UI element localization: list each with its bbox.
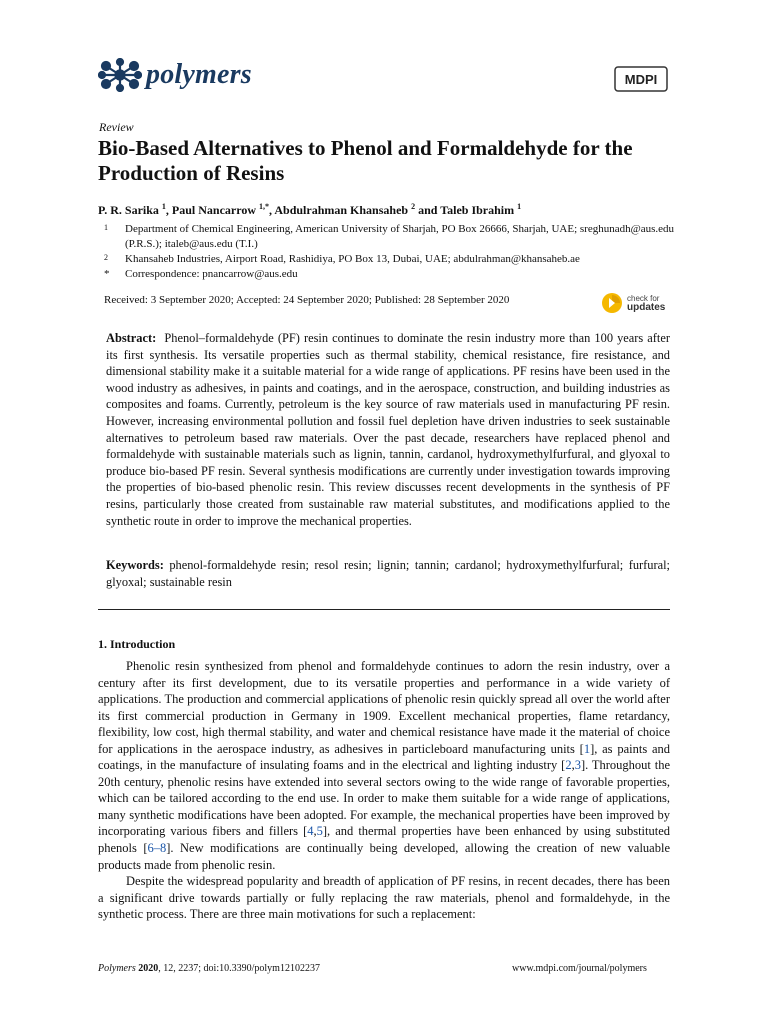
citation-link[interactable]: 1: [583, 741, 591, 756]
section-body: [98, 658, 670, 923]
publication-dates: Received: 3 September 2020; Accepted: 24 September 2020; Published: 28 September 2020: [104, 294, 510, 306]
paragraph-text: ,: [571, 758, 575, 773]
author-name: Abdulrahman Khansaheb: [274, 203, 409, 217]
paragraph: [98, 658, 670, 873]
affiliation-item: [104, 252, 684, 267]
author-separator: ,: [269, 203, 275, 217]
author-affiliation-marker: 2: [411, 202, 416, 211]
check-updates-icon: [601, 292, 623, 314]
affiliation-marker: 1: [104, 223, 108, 232]
citation-footer: [98, 963, 320, 974]
abstract: [106, 330, 670, 529]
affiliation-item: [104, 222, 684, 252]
paragraph-text: Phenolic resin synthesized from phenol and formaldehyde continues to adorn the resin industry, over a century after its first development, due to its versatile properties and performance in a wide variety of applications. The production and commercial applications of phenolic resin quickly spread all over the world after its first commercial production in Germany in 1909. Excellent mechanical properties, flame retardancy, flexibility, low cost, high thermal stability, and water and chemical resistance have made it the material of choice for applications in the aerospace industry, as adhesives in particleboard manufacturing units [: [98, 659, 670, 756]
keywords-label: Keywords:: [106, 558, 164, 572]
publisher-logo[interactable]: [614, 66, 668, 97]
citation-link[interactable]: 2: [565, 758, 572, 773]
abstract-label: Abstract:: [106, 331, 157, 345]
author-affiliation-marker: 1: [517, 202, 522, 211]
journal-logo[interactable]: [98, 58, 252, 92]
section-heading: 1. Introduction: [98, 637, 176, 651]
updates-line1: check for: [627, 294, 660, 303]
divider: [98, 609, 670, 610]
affiliation-text: Department of Chemical Engineering, American University of Sharjah, PO Box 26666, Sharjah, UAE; sreghunadh@aus.edu (P.R.S.); italeb@aus.edu (T.I.): [125, 223, 675, 250]
paragraph-text: ]. New modifications are continually being developed, allowing the creation of new valuable products made from phenolic resin.: [98, 841, 670, 872]
author-affiliation-marker: 1: [161, 202, 166, 211]
correspondence-item: [104, 267, 684, 282]
paragraph-text: ]. Throughout the 20th century, phenolic resins have extended into several sectors owing to the wide range of favorable properties, which can be tailored according to the end use. In order to make them suitable for a wide range of applications, many synthetic modifications have been adopted. For example, the mechanical properties have been improved by incorporating various fibers and fillers [: [98, 758, 670, 839]
abstract-text: Phenol–formaldehyde (PF) resin continues to dominate the resin industry more than 100 years after its first synthesis. Its versatile properties such as thermal stability, chemical resistance, fire resistance, and dimensional stability make it a suitable material for a wide range of applications. PF resins have been used in the wood industry as adhesives, in paints and coatings, and in the aerospace, construction, and building industries as composites and foams. Currently, petroleum is the key source of raw materials used in manufacturing PF resin. However, increasing environmental pollution and fossil fuel depletion have driven industries to seek sustainable alternatives to petroleum based raw materials. Over the past decade, researchers have replaced phenol and formaldehyde with sustainable materials such as lignin, tannin, cardanol, hydroxymethylfurfural, and glyoxal to produce bio-based PF resin. Several synthesis modifications are currently under investigation towards improving the properties of bio-based phenolic resin. This review discusses recent developments in the synthesis of PF resins, particularly those created from sustainable raw material substitutes, and modifications applied to the synthetic route in order to improve the mechanical properties.: [106, 331, 670, 528]
citation-link[interactable]: 3: [574, 758, 581, 773]
article-title: Bio-Based Alternatives to Phenol and Formaldehyde for the Production of Resins: [98, 136, 633, 185]
keywords-text: phenol-formaldehyde resin; resol resin; lignin; tannin; cardanol; hydroxymethylfurfural; furfural; glyoxal; sustainable resin: [106, 558, 671, 589]
paragraph-text: ], and thermal properties have been enhanced by using substituted phenols [: [98, 824, 671, 856]
affiliation-text: Khansaheb Industries, Airport Road, Rashidiya, PO Box 13, Dubai, UAE; abdulrahman@khansaheb.ae: [125, 253, 580, 265]
author-name: Taleb Ibrahim: [440, 203, 515, 217]
publisher-name: MDPI: [624, 72, 658, 87]
check-for-updates-button[interactable]: [601, 292, 665, 314]
journal-name: polymers: [146, 59, 252, 90]
keywords: [106, 557, 670, 590]
updates-line2: updates: [627, 302, 666, 313]
author-name: Paul Nancarrow: [171, 203, 257, 217]
citation-link[interactable]: 6–8: [147, 841, 167, 856]
mdpi-logo-icon: [614, 66, 668, 92]
polymers-molecule-icon: [98, 58, 142, 92]
correspondence-text: Correspondence: pnancarrow@aus.edu: [125, 268, 298, 280]
paragraph: Despite the widespread popularity and breadth of application of PF resins, in recent decades, there has been a significant drive towards partially or fully replacing the raw materials, phenol and formaldehyde, in the synthetic process. There are three main motivations for such a replacement:: [98, 874, 670, 922]
author-affiliation-marker: 1,*: [259, 202, 270, 211]
affiliation-list: [104, 222, 684, 282]
paragraph-text: ], as paints and coatings, in the manufacture of insulating foams and in the electrical and lighting industry [: [98, 741, 671, 773]
author-list: [98, 202, 521, 218]
journal-url-link[interactable]: www.mdpi.com/journal/polymers: [512, 963, 647, 974]
author-separator: ,: [165, 203, 172, 217]
paragraph-text: ,: [313, 824, 317, 839]
article-type: Review: [99, 120, 134, 134]
citation-link[interactable]: 5: [316, 824, 323, 839]
author-name: P. R. Sarika: [98, 203, 159, 217]
correspondence-marker: *: [104, 268, 110, 280]
footer-year: 2020: [138, 963, 159, 974]
author-conjunction: and: [415, 203, 441, 217]
affiliation-marker: 2: [104, 253, 108, 262]
footer-volume: , 12, 2237; doi:10.3390/polym12102237: [158, 963, 320, 974]
footer-journal: Polymers: [98, 963, 136, 974]
citation-link[interactable]: 4: [307, 824, 314, 839]
